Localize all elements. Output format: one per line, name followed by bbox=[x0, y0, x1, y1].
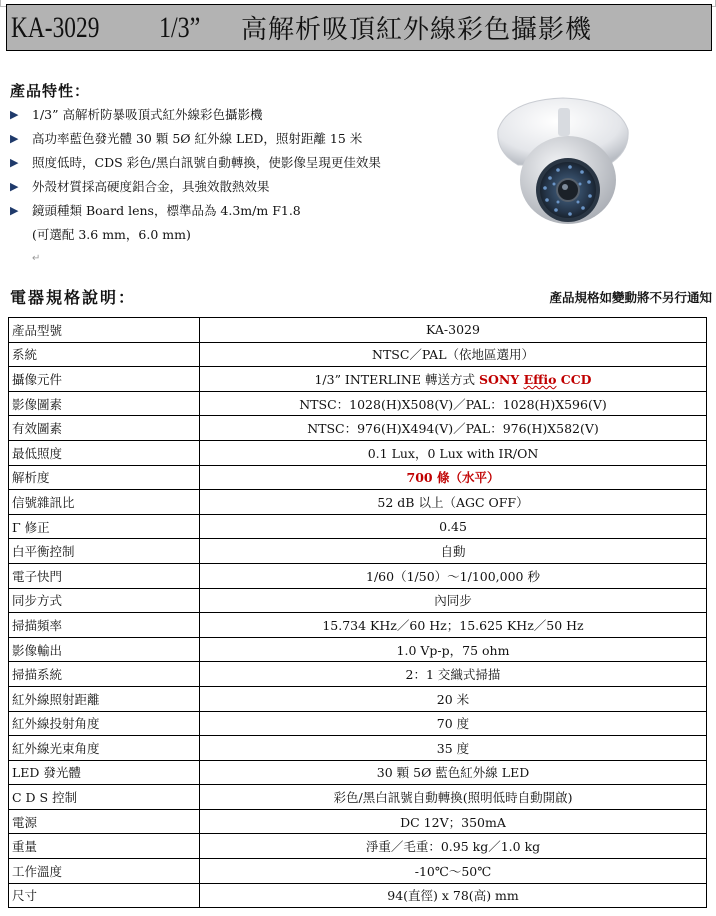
spec-label: 紅外線照射距離 bbox=[9, 686, 200, 711]
spec-label: 白平衡控制 bbox=[9, 539, 200, 564]
features-heading: 產品特性： bbox=[10, 82, 91, 100]
spec-value: 1/60（1/50）～1/100,000 秒 bbox=[200, 563, 707, 588]
table-row bbox=[9, 318, 707, 343]
triangle-bullet-icon: ▶ bbox=[10, 131, 19, 145]
table-row bbox=[9, 416, 707, 441]
spec-change-notice: 產品規格如變動將不另行通知 bbox=[549, 290, 712, 305]
table-row bbox=[9, 440, 707, 465]
spec-value-highlight: SONY bbox=[478, 371, 524, 387]
triangle-bullet-icon: ▶ bbox=[10, 107, 19, 121]
spec-label: 系統 bbox=[9, 342, 200, 367]
table-row bbox=[9, 613, 707, 638]
spec-value: DC 12V；350mA bbox=[200, 809, 707, 834]
spec-label: 重量 bbox=[9, 834, 200, 859]
spec-value: 70 度 bbox=[200, 711, 707, 736]
spec-label: 同步方式 bbox=[9, 588, 200, 613]
spec-value: NTSC／PAL（依地區選用） bbox=[200, 342, 707, 367]
spec-value: 內同步 bbox=[200, 588, 707, 613]
table-row bbox=[9, 490, 707, 515]
table-row bbox=[9, 465, 707, 490]
spec-label: 影像圖素 bbox=[9, 391, 200, 416]
table-row bbox=[9, 883, 707, 908]
table-row bbox=[9, 736, 707, 761]
spec-label: 紅外線光束角度 bbox=[9, 736, 200, 761]
spec-value-prefix: 1/3” INTERLINE 轉送方式 bbox=[314, 371, 479, 387]
spec-value: 自動 bbox=[200, 539, 707, 564]
feature-item bbox=[10, 102, 470, 126]
spec-label: 解析度 bbox=[9, 465, 200, 490]
spec-label: 尺寸 bbox=[9, 883, 200, 908]
title-sensor-size: 1/3” bbox=[159, 10, 201, 44]
paragraph-mark-icon: ↵ bbox=[32, 252, 41, 264]
spec-value: 2：1 交織式掃描 bbox=[200, 662, 707, 687]
table-row bbox=[9, 662, 707, 687]
features-list bbox=[10, 102, 470, 270]
feature-item bbox=[10, 126, 470, 150]
feature-item bbox=[10, 174, 470, 198]
table-row bbox=[9, 637, 707, 662]
table-row bbox=[9, 859, 707, 884]
feature-text: 鏡頭種類 Board lens，標準品為 4.3m/m F1.8 bbox=[32, 203, 301, 218]
spec-heading: 電器規格說明： bbox=[10, 288, 137, 307]
triangle-bullet-icon: ▶ bbox=[10, 203, 19, 217]
spec-value-highlight: CCD bbox=[556, 371, 592, 387]
spec-label: 最低照度 bbox=[9, 440, 200, 465]
spec-label: 掃描系統 bbox=[9, 662, 200, 687]
spec-label: 影像輸出 bbox=[9, 637, 200, 662]
triangle-bullet-icon: ▶ bbox=[10, 155, 19, 169]
spec-value: 15.734 KHz／60 Hz；15.625 KHz／50 Hz bbox=[200, 613, 707, 638]
spec-table bbox=[8, 317, 707, 908]
spec-label: 有效圖素 bbox=[9, 416, 200, 441]
feature-text: 1/3” 高解析防暴吸頂式紅外線彩色攝影機 bbox=[32, 107, 263, 122]
feature-text: 外殼材質採高硬度鋁合金，具強效散熱效果 bbox=[32, 179, 270, 194]
spec-value: NTSC：1028(H)X508(V)／PAL：1028(H)X596(V) bbox=[200, 391, 707, 416]
feature-item bbox=[10, 198, 470, 222]
table-row bbox=[9, 834, 707, 859]
title-model: KA-3029 bbox=[11, 10, 100, 44]
spec-value: 淨重／毛重：0.95 kg／1.0 kg bbox=[200, 834, 707, 859]
spec-label: 電子快門 bbox=[9, 563, 200, 588]
triangle-bullet-icon: ▶ bbox=[10, 179, 19, 193]
spec-label: 掃描頻率 bbox=[9, 613, 200, 638]
spec-value: 20 米 bbox=[200, 686, 707, 711]
spec-value-highlight-spellcheck: Effio bbox=[523, 371, 557, 387]
feature-text: 高功率藍色發光體 30 顆 5Ø 紅外線 LED，照射距離 15 米 bbox=[32, 131, 363, 146]
spec-label: LED 發光體 bbox=[9, 760, 200, 785]
spec-label: 攝像元件 bbox=[9, 367, 200, 392]
spec-label: 工作溫度 bbox=[9, 859, 200, 884]
spec-label: Γ 修正 bbox=[9, 514, 200, 539]
feature-sub-note bbox=[10, 222, 470, 246]
spec-value: KA-3029 bbox=[200, 318, 707, 343]
spec-value: 52 dB 以上（AGC OFF） bbox=[200, 490, 707, 515]
spec-label: 紅外線投射角度 bbox=[9, 711, 200, 736]
table-row bbox=[9, 391, 707, 416]
spec-value: NTSC：976(H)X494(V)／PAL：976(H)X582(V) bbox=[200, 416, 707, 441]
dome-camera-icon bbox=[488, 90, 638, 230]
table-row bbox=[9, 711, 707, 736]
title-product-name: 高解析吸頂紅外線彩色攝影機 bbox=[241, 15, 593, 44]
table-row bbox=[9, 367, 707, 392]
table-row bbox=[9, 563, 707, 588]
table-row bbox=[9, 760, 707, 785]
spec-value: 彩色/黑白訊號自動轉換(照明低時自動開啟) bbox=[200, 785, 707, 810]
spec-value: 30 顆 5Ø 藍色紅外線 LED bbox=[200, 760, 707, 785]
spec-value: 1.0 Vp-p，75 ohm bbox=[200, 637, 707, 662]
empty-paragraph bbox=[10, 246, 470, 270]
spec-value-resolution: 700 條（水平） bbox=[200, 465, 707, 490]
spec-value: 35 度 bbox=[200, 736, 707, 761]
table-row bbox=[9, 809, 707, 834]
table-row bbox=[9, 342, 707, 367]
document-title-box bbox=[6, 4, 712, 51]
spec-value: 0.1 Lux，0 Lux with IR/ON bbox=[200, 440, 707, 465]
spec-value: 94(直徑) x 78(高) mm bbox=[200, 883, 707, 908]
spec-value bbox=[200, 367, 707, 392]
spec-label: C D S 控制 bbox=[9, 785, 200, 810]
table-row bbox=[9, 514, 707, 539]
spec-label: 信號雜訊比 bbox=[9, 490, 200, 515]
spec-value: 0.45 bbox=[200, 514, 707, 539]
table-row bbox=[9, 686, 707, 711]
feature-item bbox=[10, 150, 470, 174]
spec-label: 產品型號 bbox=[9, 318, 200, 343]
table-row bbox=[9, 785, 707, 810]
spec-value: -10℃～50℃ bbox=[200, 859, 707, 884]
feature-text: 照度低時，CDS 彩色/黑白訊號自動轉換，使影像呈現更佳效果 bbox=[32, 155, 381, 170]
table-row bbox=[9, 588, 707, 613]
table-row bbox=[9, 539, 707, 564]
spec-label: 電源 bbox=[9, 809, 200, 834]
feature-sub-note-text: (可選配 3.6 mm，6.0 mm) bbox=[32, 227, 191, 242]
